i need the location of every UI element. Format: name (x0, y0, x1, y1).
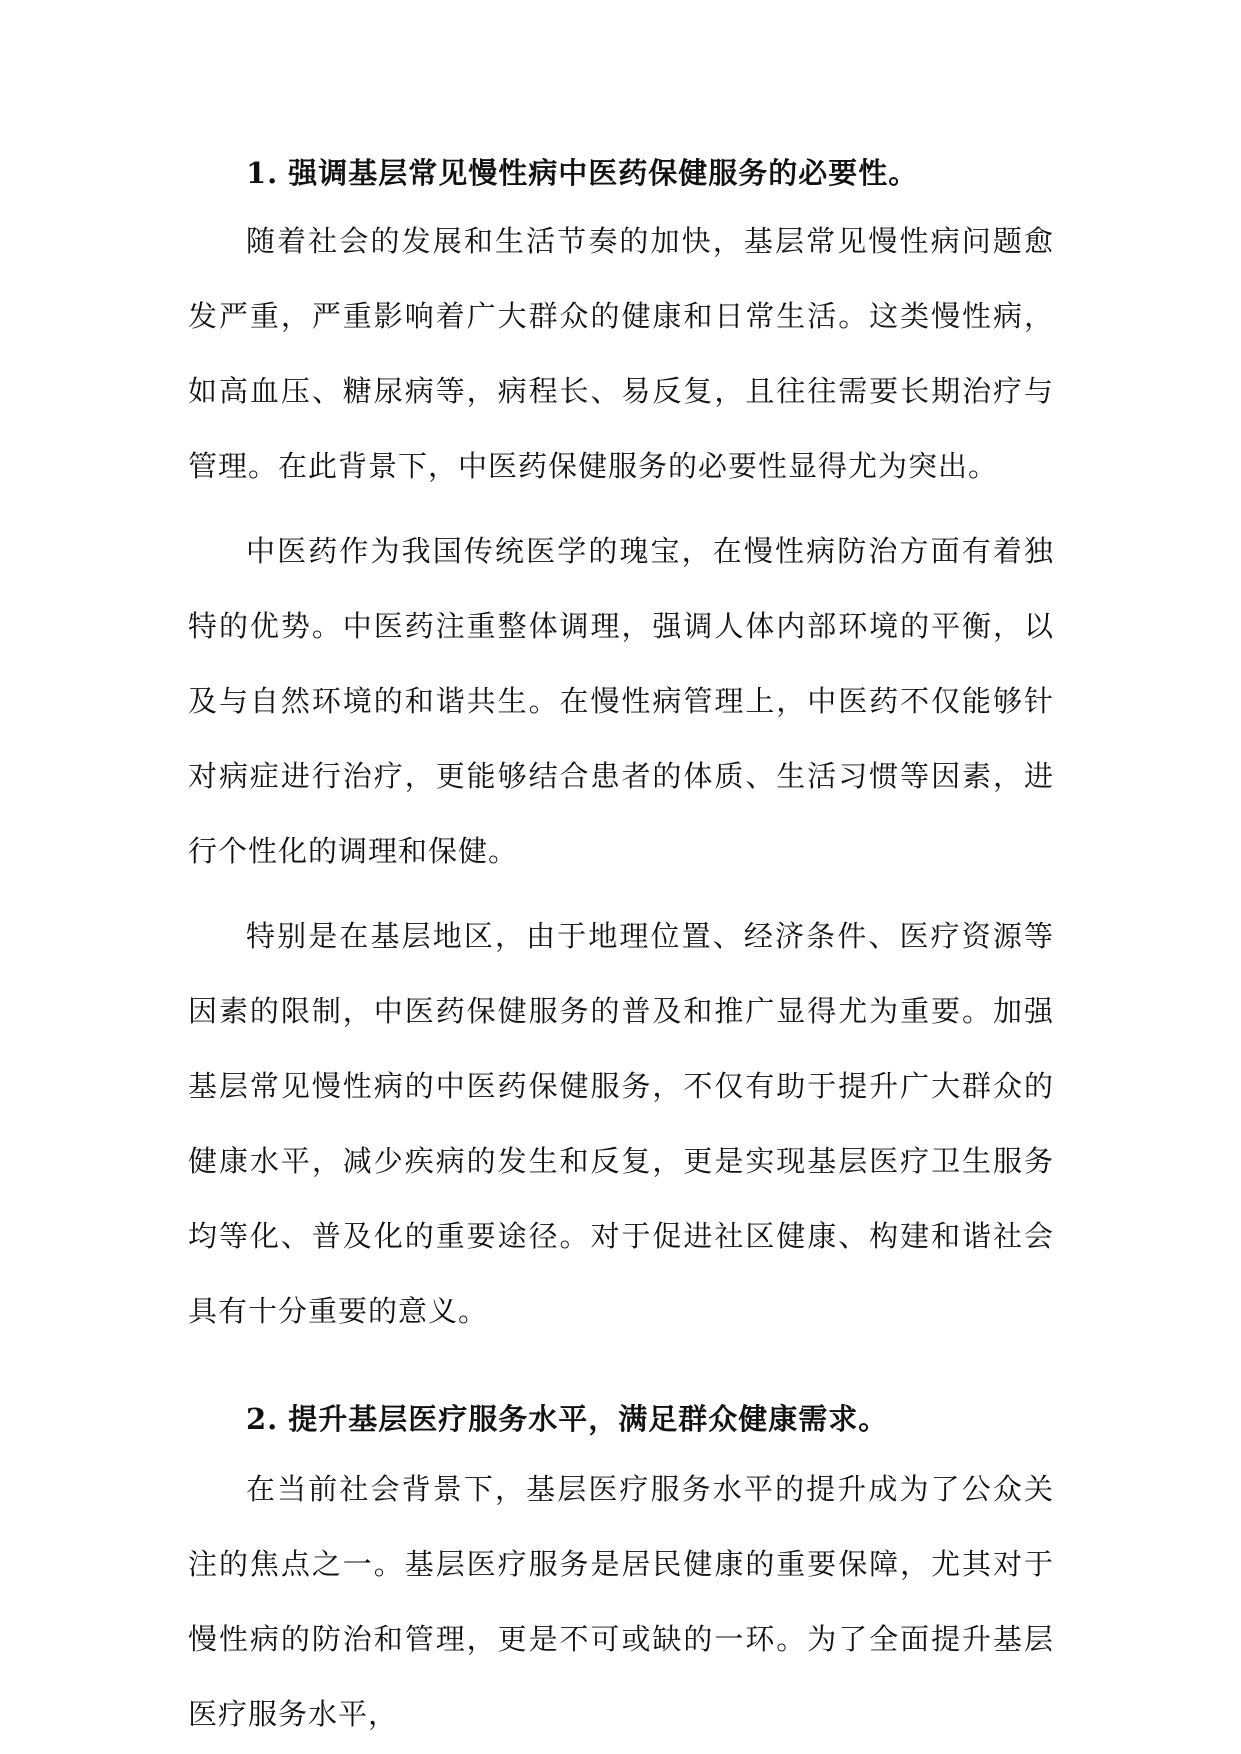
section-title: 提升基层医疗服务水平，满足群众健康需求。 (288, 1402, 889, 1436)
section-number: 1. (246, 156, 279, 190)
section-heading (188, 148, 1054, 198)
section-heading (188, 1394, 1054, 1444)
section-title: 强调基层常见慢性病中医药保健服务的必要性。 (288, 156, 919, 190)
body-paragraph: 在当前社会背景下，基层医疗服务水平的提升成为了公众关注的焦点之一。基层医疗服务是居民健康的重要保障，尤其对于慢性病的防治和管理，更是不可或缺的一环。为了全面提升基层医疗服务水平， (188, 1472, 1054, 1731)
section-number: 2. (246, 1402, 279, 1436)
document-page (188, 148, 1054, 1752)
body-paragraph: 随着社会的发展和生活节奏的加快，基层常见慢性病问题愈发严重，严重影响着广大群众的健康和日常生活。这类慢性病，如高血压、糖尿病等，病程长、易反复，且往往需要长期治疗与管理。在此背景下，中医药保健服务的必要性显得尤为突出。 (188, 224, 1054, 483)
body-paragraph: 中医药作为我国传统医学的瑰宝，在慢性病防治方面有着独特的优势。中医药注重整体调理，强调人体内部环境的平衡，以及与自然环境的和谐共生。在慢性病管理上，中医药不仅能够针对病症进行治疗，更能够结合患者的体质、生活习惯等因素，进行个性化的调理和保健。 (188, 534, 1054, 868)
body-paragraph: 特别是在基层地区，由于地理位置、经济条件、医疗资源等因素的限制，中医药保健服务的普及和推广显得尤为重要。加强基层常见慢性病的中医药保健服务，不仅有助于提升广大群众的健康水平，减少疾病的发生和反复，更是实现基层医疗卫生服务均等化、普及化的重要途径。对于促进社区健康、构建和谐社会具有十分重要的意义。 (188, 919, 1054, 1328)
